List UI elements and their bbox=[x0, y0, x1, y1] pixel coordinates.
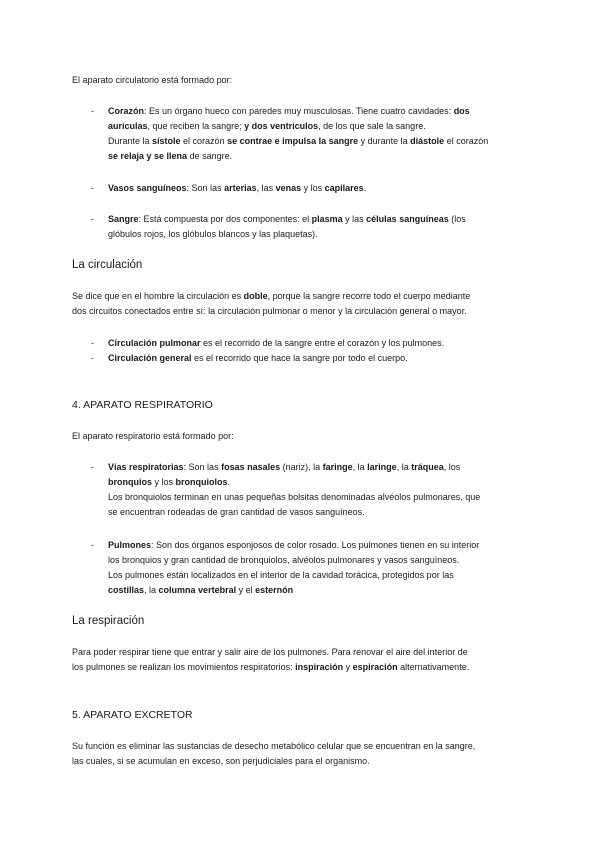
text-line bbox=[108, 475, 533, 490]
text-line bbox=[108, 490, 533, 505]
bold-text: diástole bbox=[410, 136, 445, 146]
text-run: Los pulmones están localizados en el interior de la cavidad torácica, protegidos por las bbox=[108, 570, 454, 580]
bold-text: sístole bbox=[152, 136, 181, 146]
bold-text: plasma bbox=[311, 214, 343, 224]
text-run: Para poder respirar tiene que entrar y salir aire de los pulmones. Para renovar el aire del interior de bbox=[72, 647, 468, 657]
text-line bbox=[72, 754, 532, 769]
text-line bbox=[108, 505, 533, 520]
bullet: - bbox=[91, 338, 94, 348]
bold-text: fosas nasales bbox=[221, 462, 281, 472]
text-run: , la bbox=[144, 585, 159, 595]
text-run: , las bbox=[256, 183, 276, 193]
text-run: Su función es eliminar las sustancias de desecho metabólico celular que se encuentran en la sangre, bbox=[72, 741, 476, 751]
bullet: - bbox=[91, 462, 94, 472]
bold-text: Corazón bbox=[108, 106, 144, 116]
excretor-paragraph bbox=[72, 739, 532, 769]
text-run: dos circuitos conectados entre sí: la circulación pulmonar o menor y la circulación general o mayor. bbox=[72, 306, 467, 316]
text-run: las cuales, si se acumulan en exceso, son perjudiciales para el organismo. bbox=[72, 756, 370, 766]
text-run: . bbox=[227, 477, 231, 487]
corazon-text bbox=[108, 104, 533, 164]
text-run: : Son las bbox=[186, 183, 225, 193]
vasos-text bbox=[108, 181, 533, 196]
bold-text: Vasos sanguíneos bbox=[108, 183, 187, 193]
text-run: , que reciben la sangre; bbox=[147, 121, 245, 131]
text-run: y el bbox=[236, 585, 256, 595]
bold-text: costillas bbox=[108, 585, 145, 595]
bullet: - bbox=[91, 106, 94, 116]
text-run: los pulmones se realizan los movimientos respiratorios: bbox=[72, 662, 296, 672]
text-run: el corazón bbox=[180, 136, 228, 146]
text-run: y los bbox=[152, 477, 176, 487]
text-run: se encuentran rodeadas de gran cantidad de vasos sanguíneos. bbox=[108, 507, 365, 517]
text-line bbox=[108, 460, 533, 475]
respiratorio-heading: 4. APARATO RESPIRATORIO bbox=[72, 399, 213, 411]
bullet: - bbox=[91, 353, 94, 363]
bold-text: y dos ventrículos bbox=[244, 121, 319, 131]
text-run: (nariz), la bbox=[280, 462, 323, 472]
text-run: el corazón bbox=[444, 136, 489, 146]
text-run: , los bbox=[443, 462, 461, 472]
text-line bbox=[108, 104, 533, 119]
bold-text: laringe bbox=[367, 462, 397, 472]
bold-text: doble bbox=[243, 291, 268, 301]
bold-text: tráquea bbox=[411, 462, 444, 472]
text-run: los bronquios y gran cantidad de bronquiolos, alvéolos pulmonares y vasos sanguíneos. bbox=[108, 555, 460, 565]
text-run: Durante la bbox=[108, 136, 153, 146]
text-line bbox=[108, 181, 533, 196]
bold-text: aurículas bbox=[108, 121, 148, 131]
bold-text: Sangre bbox=[108, 214, 139, 224]
bold-text: esternón bbox=[255, 585, 294, 595]
vias-text bbox=[108, 460, 533, 520]
text-run: . bbox=[363, 183, 367, 193]
text-line bbox=[108, 336, 533, 351]
text-run: : Está compuesta por dos componentes: el bbox=[138, 214, 312, 224]
circ-general-text bbox=[108, 351, 533, 366]
resp-intro: El aparato respiratorio está formado por: bbox=[72, 431, 234, 441]
text-run: , de los que sale la sangre. bbox=[318, 121, 426, 131]
text-line bbox=[108, 134, 533, 149]
bold-text: columna vertebral bbox=[158, 585, 237, 595]
text-line bbox=[108, 583, 533, 598]
text-line bbox=[108, 227, 533, 242]
circulacion-paragraph bbox=[72, 289, 532, 319]
text-run: , porque la sangre recorre todo el cuerpo mediante bbox=[267, 291, 471, 301]
bold-text: se relaja y se llena bbox=[108, 151, 188, 161]
bold-text: arterias bbox=[224, 183, 257, 193]
text-line bbox=[108, 568, 533, 583]
text-run: Los bronquiolos terminan en unas pequeñas bolsitas denominadas alvéolos pulmonares, que bbox=[108, 492, 481, 502]
bold-text: Circulación pulmonar bbox=[108, 338, 201, 348]
bold-text: bronquios bbox=[108, 477, 152, 487]
bold-text: dos bbox=[453, 106, 470, 116]
text-run: Se dice que en el hombre la circulación es bbox=[72, 291, 244, 301]
text-line bbox=[108, 212, 533, 227]
text-line bbox=[108, 149, 533, 164]
circulacion-heading: La circulación bbox=[72, 259, 143, 271]
bold-text: se contrae e impulsa la sangre bbox=[227, 136, 359, 146]
text-run: , la bbox=[396, 462, 412, 472]
text-run: y los bbox=[301, 183, 325, 193]
respiracion-heading: La respiración bbox=[72, 615, 145, 627]
bold-text: inspiración bbox=[295, 662, 344, 672]
text-run: alternativamente. bbox=[397, 662, 470, 672]
text-run: (los bbox=[448, 214, 466, 224]
text-line bbox=[72, 660, 532, 675]
circ-pulmonar-text bbox=[108, 336, 533, 351]
bullet: - bbox=[91, 183, 94, 193]
bullet: - bbox=[91, 540, 94, 550]
text-line bbox=[72, 289, 532, 304]
pulmones-text bbox=[108, 538, 533, 598]
text-run: glóbulos rojos, los glóbulos blancos y las plaquetas). bbox=[108, 229, 318, 239]
text-run: de sangre. bbox=[187, 151, 233, 161]
bold-text: células sanguíneas bbox=[366, 214, 449, 224]
bold-text: Circulación general bbox=[108, 353, 192, 363]
bullet: - bbox=[91, 214, 94, 224]
text-line bbox=[108, 553, 533, 568]
text-run: es el recorrido de la sangre entre el corazón y los pulmones. bbox=[200, 338, 445, 348]
bold-text: capilares bbox=[324, 183, 364, 193]
bold-text: faringe bbox=[322, 462, 353, 472]
text-run: : Es un órgano hueco con paredes muy musculosas. Tiene cuatro cavidades: bbox=[144, 106, 454, 116]
text-run: y las bbox=[342, 214, 367, 224]
bold-text: bronquiolos bbox=[175, 477, 228, 487]
bold-text: Vías respiratorias bbox=[108, 462, 184, 472]
excretor-heading: 5. APARATO EXCRETOR bbox=[72, 709, 193, 721]
text-run: y durante la bbox=[358, 136, 411, 146]
bold-text: venas bbox=[275, 183, 302, 193]
text-run: es el recorrido que hace la sangre por todo el cuerpo. bbox=[191, 353, 408, 363]
bold-text: Pulmones bbox=[108, 540, 152, 550]
bold-text: espiración bbox=[352, 662, 398, 672]
respiracion-paragraph bbox=[72, 645, 532, 675]
text-line bbox=[72, 645, 532, 660]
text-run: , la bbox=[352, 462, 368, 472]
text-run: : Son las bbox=[183, 462, 222, 472]
text-line bbox=[72, 739, 532, 754]
circ-intro: El aparato circulatorio está formado por: bbox=[72, 75, 233, 85]
text-line bbox=[108, 538, 533, 553]
text-run: : Son dos órganos esponjosos de color rosado. Los pulmones tienen en su interior bbox=[151, 540, 480, 550]
text-run: y bbox=[343, 662, 353, 672]
sangre-text bbox=[108, 212, 533, 242]
text-line bbox=[108, 119, 533, 134]
text-line bbox=[72, 304, 532, 319]
text-line bbox=[108, 351, 533, 366]
